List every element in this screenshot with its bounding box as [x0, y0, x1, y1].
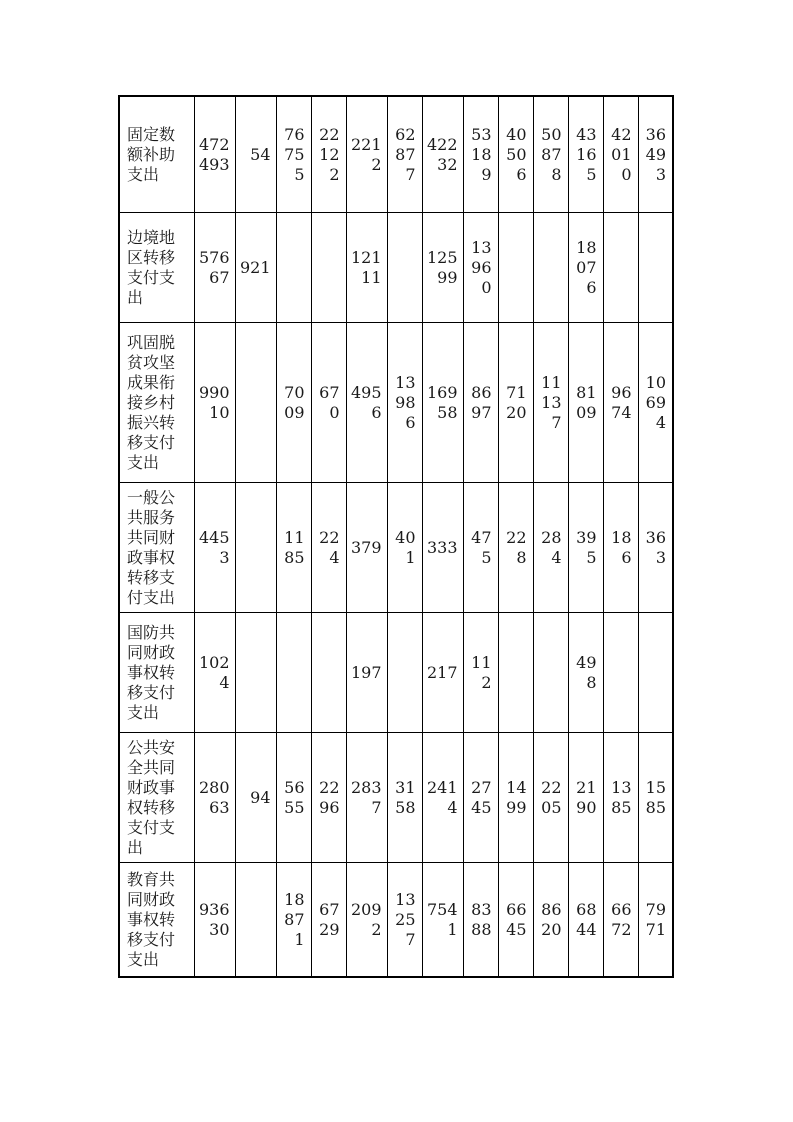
value-cell: 6645: [498, 863, 533, 978]
value-cell: 9674: [603, 323, 638, 483]
row-label-cell: 公共安全共同财政事权转移支付支出: [119, 733, 194, 863]
value-cell: 8388: [463, 863, 498, 978]
value-cell: 13986: [387, 323, 422, 483]
value-cell: 284: [533, 483, 568, 613]
value-cell: 62877: [387, 96, 422, 213]
value-cell: 13257: [387, 863, 422, 978]
value-cell: 2745: [463, 733, 498, 863]
value-cell: [276, 613, 311, 733]
value-cell: 401: [387, 483, 422, 613]
row-label-cell: 巩固脱贫攻坚成果衔接乡村振兴转移支付支出: [119, 323, 194, 483]
value-cell: 379: [346, 483, 387, 613]
value-cell: 7009: [276, 323, 311, 483]
value-cell: 16958: [422, 323, 463, 483]
value-cell: 36493: [638, 96, 673, 213]
value-cell: 363: [638, 483, 673, 613]
value-cell: 5655: [276, 733, 311, 863]
value-cell: 22122: [311, 96, 346, 213]
value-cell: 13960: [463, 213, 498, 323]
value-cell: 1185: [276, 483, 311, 613]
row-label-cell: 固定数额补助支出: [119, 96, 194, 213]
value-cell: 50878: [533, 96, 568, 213]
value-cell: 2837: [346, 733, 387, 863]
value-cell: 2296: [311, 733, 346, 863]
value-cell: [533, 213, 568, 323]
value-cell: 224: [311, 483, 346, 613]
value-cell: 28063: [194, 733, 235, 863]
value-cell: [638, 213, 673, 323]
value-cell: [387, 613, 422, 733]
value-cell: 12111: [346, 213, 387, 323]
budget-table: [118, 95, 674, 978]
value-cell: 4453: [194, 483, 235, 613]
table-row: [119, 613, 673, 733]
value-cell: 670: [311, 323, 346, 483]
value-cell: 7971: [638, 863, 673, 978]
value-cell: [311, 213, 346, 323]
value-cell: [603, 213, 638, 323]
value-cell: 4956: [346, 323, 387, 483]
value-cell: 921: [235, 213, 276, 323]
value-cell: 10694: [638, 323, 673, 483]
value-cell: 43165: [568, 96, 603, 213]
value-cell: 333: [422, 483, 463, 613]
value-cell: 53189: [463, 96, 498, 213]
row-label-cell: 教育共同财政事权转移支付支出: [119, 863, 194, 978]
value-cell: 2092: [346, 863, 387, 978]
value-cell: 6729: [311, 863, 346, 978]
value-cell: 93630: [194, 863, 235, 978]
value-cell: 6672: [603, 863, 638, 978]
value-cell: [235, 483, 276, 613]
value-cell: 2414: [422, 733, 463, 863]
row-label-cell: 一般公共服务共同财政事权转移支付支出: [119, 483, 194, 613]
value-cell: 1024: [194, 613, 235, 733]
value-cell: [498, 613, 533, 733]
value-cell: 228: [498, 483, 533, 613]
value-cell: [603, 613, 638, 733]
value-cell: 395: [568, 483, 603, 613]
table-row: [119, 863, 673, 978]
value-cell: [387, 213, 422, 323]
value-cell: 11137: [533, 323, 568, 483]
value-cell: 57667: [194, 213, 235, 323]
table-row: [119, 213, 673, 323]
row-label-cell: 边境地区转移支付支出: [119, 213, 194, 323]
value-cell: [235, 613, 276, 733]
value-cell: 8697: [463, 323, 498, 483]
value-cell: [235, 323, 276, 483]
table-body: [119, 96, 673, 977]
value-cell: [311, 613, 346, 733]
value-cell: 7541: [422, 863, 463, 978]
value-cell: 94: [235, 733, 276, 863]
value-cell: 8109: [568, 323, 603, 483]
value-cell: 112: [463, 613, 498, 733]
value-cell: 40506: [498, 96, 533, 213]
value-cell: 42010: [603, 96, 638, 213]
value-cell: 6844: [568, 863, 603, 978]
value-cell: 1585: [638, 733, 673, 863]
value-cell: 8620: [533, 863, 568, 978]
table-row: [119, 323, 673, 483]
value-cell: 186: [603, 483, 638, 613]
table-row: [119, 96, 673, 213]
value-cell: 76755: [276, 96, 311, 213]
value-cell: 498: [568, 613, 603, 733]
value-cell: [533, 613, 568, 733]
value-cell: 7120: [498, 323, 533, 483]
value-cell: 18871: [276, 863, 311, 978]
value-cell: 472493: [194, 96, 235, 213]
table-row: [119, 483, 673, 613]
value-cell: 1385: [603, 733, 638, 863]
value-cell: 2205: [533, 733, 568, 863]
value-cell: 99010: [194, 323, 235, 483]
value-cell: 12599: [422, 213, 463, 323]
row-label-cell: 国防共同财政事权转移支付支出: [119, 613, 194, 733]
value-cell: 1499: [498, 733, 533, 863]
value-cell: [498, 213, 533, 323]
value-cell: 18076: [568, 213, 603, 323]
value-cell: 475: [463, 483, 498, 613]
value-cell: 2212: [346, 96, 387, 213]
value-cell: 54: [235, 96, 276, 213]
value-cell: 3158: [387, 733, 422, 863]
table-row: [119, 733, 673, 863]
value-cell: 2190: [568, 733, 603, 863]
value-cell: 197: [346, 613, 387, 733]
value-cell: [638, 613, 673, 733]
value-cell: 42232: [422, 96, 463, 213]
value-cell: [235, 863, 276, 978]
value-cell: [276, 213, 311, 323]
value-cell: 217: [422, 613, 463, 733]
